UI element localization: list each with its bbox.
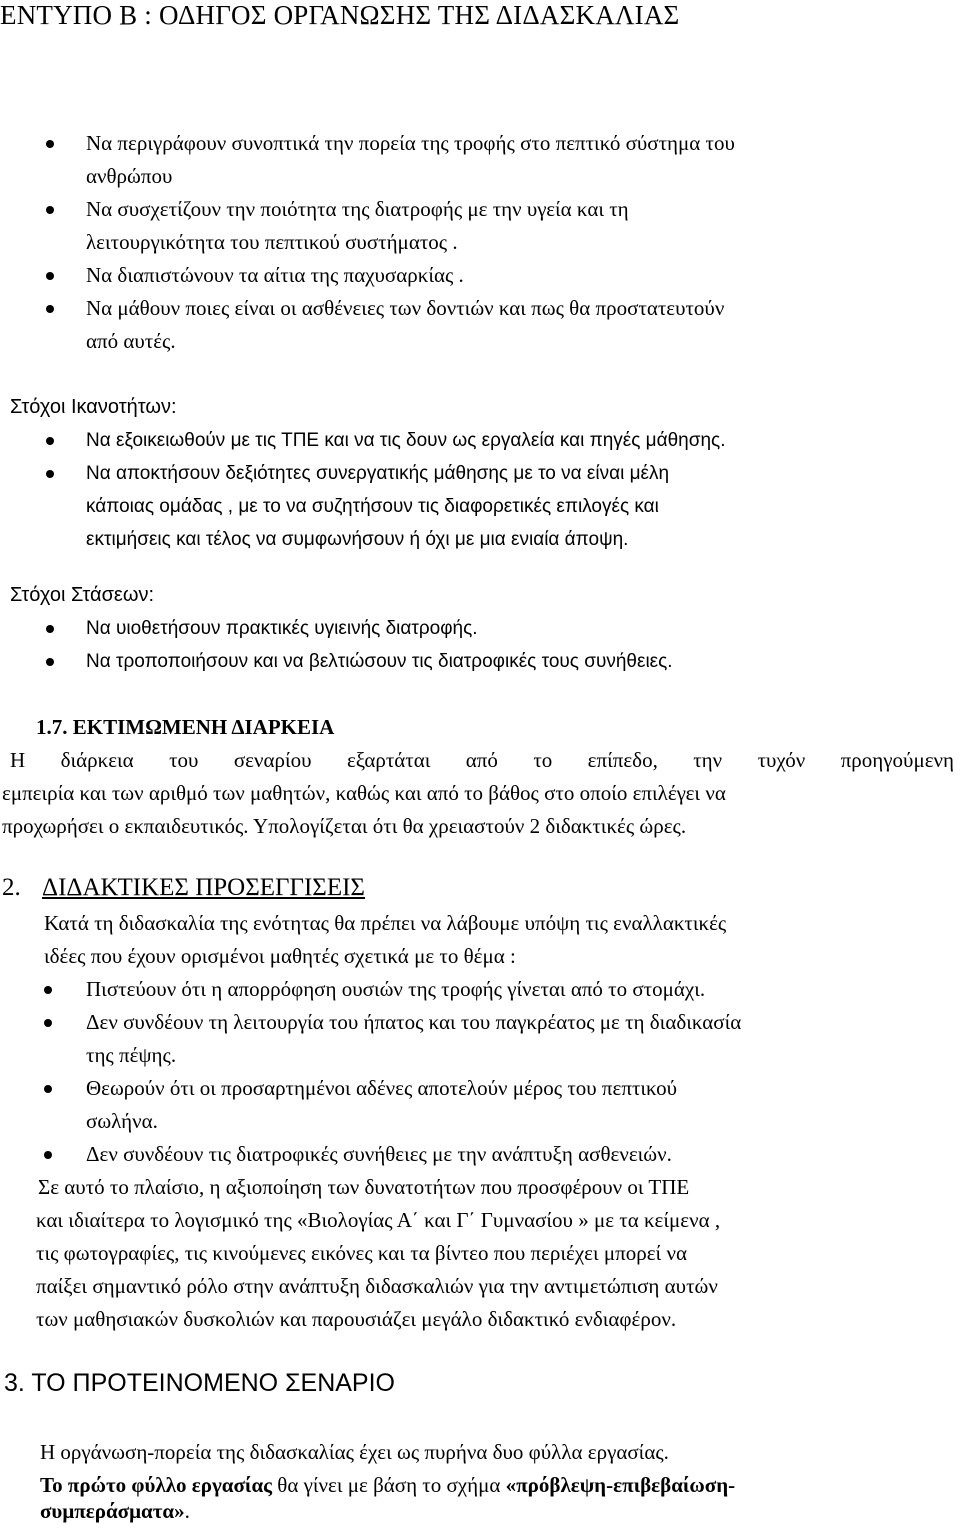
- paragraph-line: παίξει σημαντικό ρόλο στην ανάπτυξη διδασκαλιών για την αντιμετώπιση αυτών: [36, 1274, 718, 1298]
- paragraph-line: των μαθησιακών δυσκολιών και παρουσιάζει μεγάλο διδακτικό ενδιαφέρον.: [36, 1307, 677, 1331]
- page-title: ΕΝΤΥΠΟ Β : ΟΔΗΓΟΣ ΟΡΓΑΝΩΣΗΣ ΤΗΣ ΔΙΔΑΣΚΑΛΙΑΣ: [0, 0, 680, 30]
- bold-text: «πρόβλεψη-επιβεβαίωση-: [505, 1473, 736, 1497]
- section-heading: ΔΙΔΑΚΤΙΚΕΣ ΠΡΟΣΕΓΓΙΣΕΙΣ: [42, 874, 365, 901]
- list-item: Να περιγράφουν συνοπτικά την πορεία της τροφής στο πεπτικό σύστημα του: [86, 131, 735, 155]
- list-item: Δεν συνδέουν τη λειτουργία του ήπατος και του παγκρέατος με τη διαδικασία: [86, 1010, 742, 1034]
- paragraph-line: προχωρήσει ο εκπαιδευτικός. Υπολογίζεται ότι θα χρειαστούν 2 διδακτικές ώρες.: [2, 814, 687, 838]
- paragraph-line: Η διάρκεια του σεναρίου εξαρτάται από το επίπεδο, την τυχόν προηγούμενη: [10, 748, 954, 772]
- paragraph-line: και ιδιαίτερα το λογισμικό της «Βιολογίας Α΄ και Γ΄ Γυμνασίου » με τα κείμενα ,: [36, 1208, 721, 1232]
- bullet-icon: [46, 140, 54, 148]
- list-item: Πιστεύουν ότι η απορρόφηση ουσιών της τροφής γίνεται από το στομάχι.: [86, 977, 706, 1001]
- list-item: ανθρώπου: [86, 164, 173, 188]
- bullet-icon: [44, 1151, 52, 1159]
- plain-text: θα γίνει με βάση το σχήμα: [272, 1473, 506, 1497]
- list-item: Να τροποποιήσουν και να βελτιώσουν τις διατροφικές τους συνήθειες.: [86, 651, 673, 672]
- list-item: Θεωρούν ότι οι προσαρτημένοι αδένες αποτελούν μέρος του πεπτικού: [86, 1076, 678, 1100]
- bullet-icon: [46, 206, 54, 214]
- list-item: Να διαπιστώνουν τα αίτια της παχυσαρκίας .: [86, 263, 464, 287]
- paragraph-line: Η οργάνωση-πορεία της διδασκαλίας έχει ως πυρήνα δυο φύλλα εργασίας.: [40, 1440, 669, 1464]
- paragraph-line: τις φωτογραφίες, τις κινούμενες εικόνες και τα βίντεο που περιέχει μπορεί να: [36, 1241, 687, 1265]
- list-item: λειτουργικότητα του πεπτικού συστήματος .: [86, 230, 458, 254]
- list-item: Να μάθουν ποιες είναι οι ασθένειες των δοντιών και πως θα προστατευτούν: [86, 296, 725, 320]
- bullet-icon: [44, 1085, 52, 1093]
- scenario-heading: 3. ΤΟ ΠΡΟΤΕΙΝΟΜΕΝΟ ΣΕΝΑΡΙΟ: [4, 1369, 395, 1397]
- paragraph-line: [40, 1495, 190, 1528]
- plain-text: .: [184, 1499, 190, 1523]
- list-item: κάποιας ομάδας , με το να συζητήσουν τις διαφορετικές επιλογές και: [86, 496, 659, 517]
- bullet-icon: [44, 986, 52, 994]
- bullet-icon: [46, 470, 54, 478]
- bullet-icon: [46, 625, 54, 633]
- list-item: Να αποκτήσουν δεξιότητες συνεργατικής μάθησης με το να είναι μέλη: [86, 463, 670, 484]
- list-item: Να εξοικειωθούν με τις ΤΠΕ και να τις δουν ως εργαλεία και πηγές μάθησης.: [86, 430, 726, 451]
- paragraph-line: Κατά τη διδασκαλία της ενότητας θα πρέπει να λάβουμε υπόψη τις εναλλακτικές: [44, 911, 727, 935]
- bullet-icon: [46, 437, 54, 445]
- paragraph-line: εμπειρία και των αριθμό των μαθητών, καθώς και από το βάθος στο οποίο επιλέγει να: [2, 781, 726, 805]
- bullet-icon: [44, 1019, 52, 1027]
- bullet-icon: [46, 305, 54, 313]
- section-number: 2.: [2, 874, 21, 901]
- bullet-icon: [46, 658, 54, 666]
- list-item: σωλήνα.: [86, 1109, 158, 1133]
- paragraph-line: ιδέες που έχουν ορισμένοι μαθητές σχετικά με το θέμα :: [44, 944, 516, 968]
- bullet-icon: [46, 272, 54, 280]
- bold-text: συμπεράσματα»: [40, 1499, 185, 1523]
- duration-heading: 1.7. ΕΚΤΙΜΩΜΕΝΗ ΔΙΑΡΚΕΙΑ: [36, 715, 335, 739]
- list-item: Να συσχετίζουν την ποιότητα της διατροφής με την υγεία και τη: [86, 197, 629, 221]
- skills-heading: Στόχοι Ικανοτήτων:: [10, 396, 177, 418]
- list-item: εκτιμήσεις και τέλος να συμφωνήσουν ή όχι με μια ενιαία άποψη.: [86, 529, 629, 550]
- list-item: Δεν συνδέουν τις διατροφικές συνήθειες με την ανάπτυξη ασθενειών.: [86, 1142, 672, 1166]
- list-item: από αυτές.: [86, 329, 176, 353]
- bold-text: Το πρώτο φύλλο εργασίας: [40, 1473, 273, 1497]
- paragraph-line: Σε αυτό το πλαίσιο, η αξιοποίηση των δυνατοτήτων που προσφέρουν οι ΤΠΕ: [38, 1175, 690, 1199]
- list-item: Να υιοθετήσουν πρακτικές υγιεινής διατροφής.: [86, 618, 478, 639]
- list-item: της πέψης.: [86, 1043, 177, 1067]
- attitudes-heading: Στόχοι Στάσεων:: [10, 584, 154, 606]
